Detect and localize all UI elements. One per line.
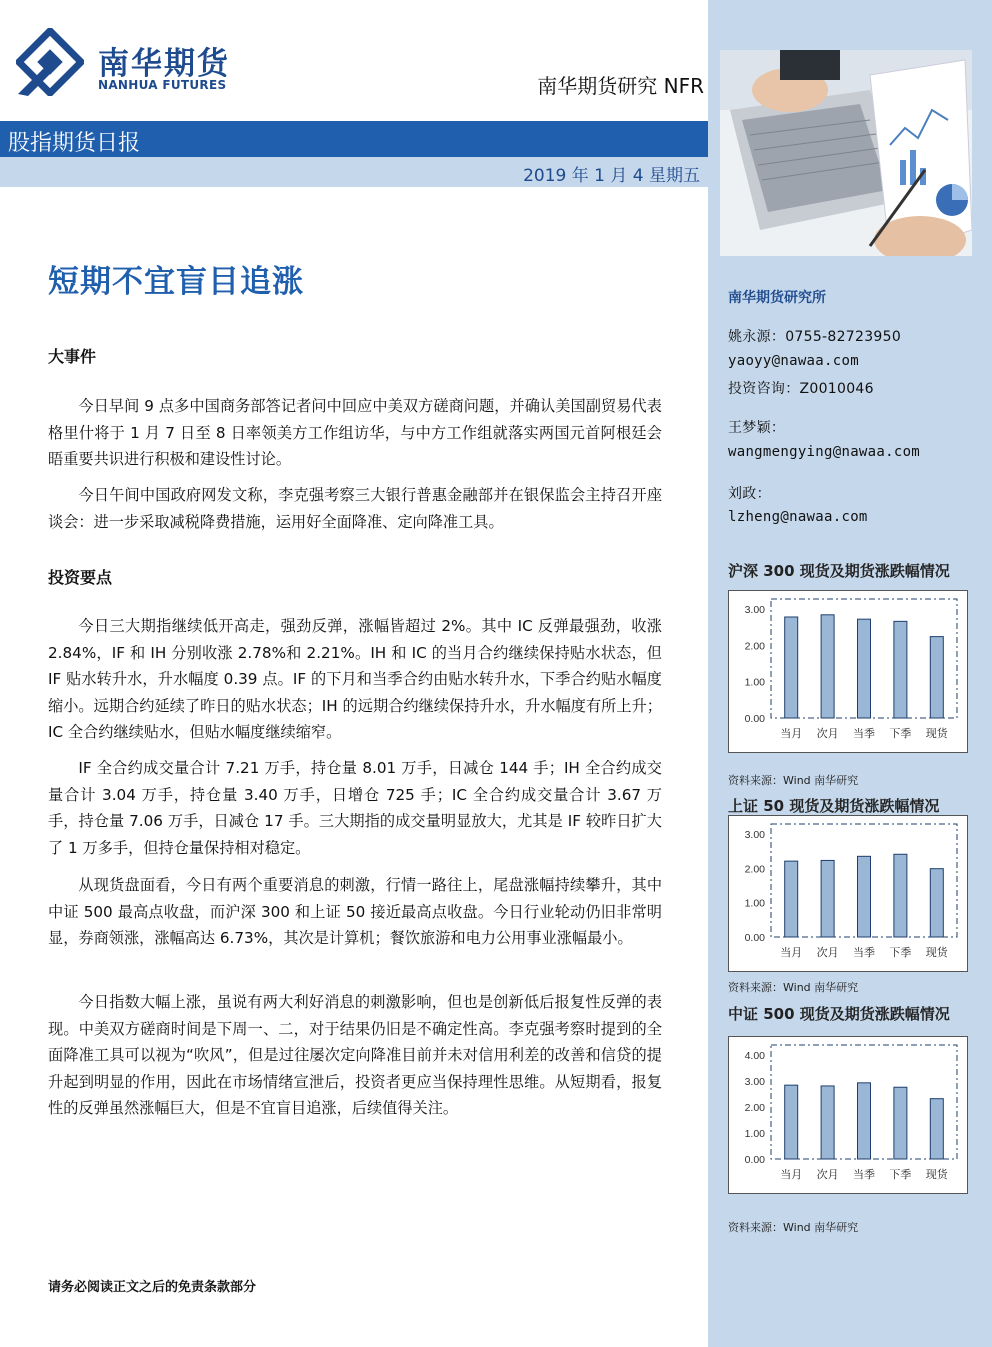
date-bar [0, 157, 708, 187]
x-tick-label: 当月 [780, 727, 803, 740]
cover-photo [720, 50, 972, 256]
x-tick-label: 当季 [853, 1168, 875, 1181]
chart-source-sz50: 资料来源：Wind 南华研究 [728, 981, 859, 994]
bar [785, 617, 798, 718]
bar [930, 1099, 943, 1159]
x-tick-label: 下季 [889, 727, 912, 740]
bar [821, 615, 834, 718]
paragraph: 今日三大期指继续低开高走，强劲反弹，涨幅皆超过 2%。其中 IC 反弹最强劲，收涨 2.84%，IF 和 IH 分别收涨 2.78%和 2.21%。IH 和 IC 的当月合约继续保持贴水状态，但 IF 贴水转升水，升水幅度 0.39 点。IF 的下月和当季合约由贴水转升水，下季合约贴水幅度缩小。远期合约延续了昨日的贴水状态；IH 的远期合约继续保持升水，升水幅度有所上升；IC 全合约继续贴水，但贴水幅度继续缩窄。 [48, 617, 662, 741]
bar [785, 1085, 798, 1159]
logo-english-text: NANHUA FUTURES [98, 78, 227, 92]
x-tick-label: 次月 [816, 727, 839, 740]
paragraph: 今日指数大幅上涨，虽说有两大利好消息的刺激影响，但也是创新低后报复性反弹的表现。中美双方磋商时间是下周一、二，对于结果仍旧是不确定性高。李克强考察时提到的全面降准工具可以视为“吹风”，但是过往屡次定向降准目前并未对信用利差的改善和信贷的提升起到明显的作用，因此在市场情绪宣泄后，投资者更应当保持理性思维。从短期看，报复性的反弹虽然涨幅巨大，但是不宜盲目追涨，后续值得关注。 [48, 993, 662, 1117]
logo-chinese-text: 南华期货 [98, 46, 230, 82]
bar [821, 860, 834, 937]
paragraph: 从现货盘面看，今日有两个重要消息的刺激，行情一路往上，尾盘涨幅持续攀升，其中中证 500 最高点收盘，而沪深 300 和上证 50 接近最高点收盘。今日行业轮动仍旧非常明显，券商领涨，涨幅高达 6.73%，其次是计算机；餐饮旅游和电力公用事业涨幅最小。 [48, 876, 662, 947]
chart-hs300 [728, 590, 968, 753]
headline: 短期不宜盲目追涨 [48, 264, 304, 300]
chart-title-sz50: 上证 50 现货及期货涨跌幅情况 [728, 797, 940, 815]
paragraph: 今日早间 9 点多中国商务部答记者问中回应中美双方磋商问题，并确认美国副贸易代表格里什将于 1 月 7 日至 8 日率领美方工作组访华，与中方工作组就落实两国元首阿根廷会晤重要共识进行积极和建设性讨论。 [48, 397, 662, 468]
chart-title-hs300: 沪深 300 现货及期货涨跌幅情况 [728, 562, 950, 580]
analyst-1-license: 投资咨询：Z0010046 [728, 381, 874, 397]
x-tick-label: 下季 [889, 1168, 912, 1181]
chart-source-zz500: 资料来源：Wind 南华研究 [728, 1221, 859, 1234]
bar [858, 1083, 871, 1159]
analyst-3-name: 刘政： [728, 486, 771, 502]
chart-title-zz500: 中证 500 现货及期货涨跌幅情况 [728, 1005, 950, 1023]
y-tick-label: 2.00 [744, 1102, 765, 1114]
section-heading-events: 大事件 [48, 347, 97, 366]
disclaimer: 请务必阅读正文之后的免责条款部分 [48, 1280, 257, 1295]
y-tick-label: 0.00 [744, 1154, 765, 1166]
analyst-1-phone: 姚永源：0755-82723950 [728, 329, 902, 345]
y-tick-label: 2.00 [744, 640, 765, 653]
bar [930, 637, 943, 718]
y-tick-label: 4.00 [744, 1050, 765, 1062]
y-tick-label: 3.00 [744, 604, 765, 616]
analyst-3-email[interactable]: lzheng@nawaa.com [728, 509, 868, 525]
x-tick-label: 次月 [816, 1168, 839, 1181]
report-type: 股指期货日报 [8, 131, 141, 156]
x-tick-label: 现货 [925, 946, 948, 959]
nanhua-logo-icon [16, 28, 84, 96]
bar [858, 856, 871, 937]
x-tick-label: 当月 [780, 1168, 803, 1181]
x-tick-label: 当季 [853, 946, 875, 959]
analyst-2-name: 王梦颖： [728, 420, 786, 436]
x-tick-label: 现货 [925, 727, 948, 740]
y-tick-label: 1.00 [744, 897, 765, 910]
x-tick-label: 下季 [889, 946, 912, 959]
bar [821, 1086, 834, 1159]
institute-name: 南华期货研究所 [728, 290, 826, 306]
y-tick-label: 1.00 [744, 1128, 765, 1140]
bar [894, 621, 907, 718]
x-tick-label: 现货 [925, 1168, 948, 1181]
brand-title: 南华期货研究 NFR [537, 74, 704, 98]
x-tick-label: 当季 [853, 727, 875, 740]
y-tick-label: 0.00 [744, 932, 765, 944]
bar [930, 869, 943, 937]
analyst-2-email[interactable]: wangmengying@nawaa.com [728, 444, 921, 460]
section-heading-investment: 投资要点 [48, 568, 113, 587]
bar [894, 1087, 907, 1159]
y-tick-label: 1.00 [744, 676, 765, 689]
x-tick-label: 当月 [780, 946, 803, 959]
analyst-1-email[interactable]: yaoyy@nawaa.com [728, 353, 859, 369]
y-tick-label: 3.00 [744, 1076, 765, 1088]
report-type-bar [0, 121, 708, 157]
x-tick-label: 次月 [816, 946, 839, 959]
bar [785, 861, 798, 937]
paragraph: IF 全合约成交量合计 7.21 万手，持仓量 8.01 万手，日减仓 144 手；IH 全合约成交量合计 3.04 万手，持仓量 3.40 万手，日增仓 725 手；IC 全合约成交量合计 3.67 万手，持仓量 7.06 万手，日减仓 17 手。三大期指的成交量明显放大，尤其是 IF 较昨日扩大了 1 万多手，但持仓量保持相对稳定。 [48, 759, 662, 857]
y-tick-label: 0.00 [744, 713, 765, 725]
report-date: 2019 年 1 月 4 星期五 [523, 166, 700, 186]
bar [858, 619, 871, 718]
bar [894, 854, 907, 937]
y-tick-label: 3.00 [744, 829, 765, 841]
paragraph: 今日午间中国政府网发文称，李克强考察三大银行普惠金融部并在银保监会主持召开座谈会：进一步采取减税降费措施，运用好全面降准、定向降准工具。 [48, 486, 662, 531]
y-tick-label: 2.00 [744, 863, 765, 876]
chart-sz50 [728, 815, 968, 972]
chart-source-hs300: 资料来源：Wind 南华研究 [728, 774, 859, 787]
chart-zz500 [728, 1036, 968, 1194]
